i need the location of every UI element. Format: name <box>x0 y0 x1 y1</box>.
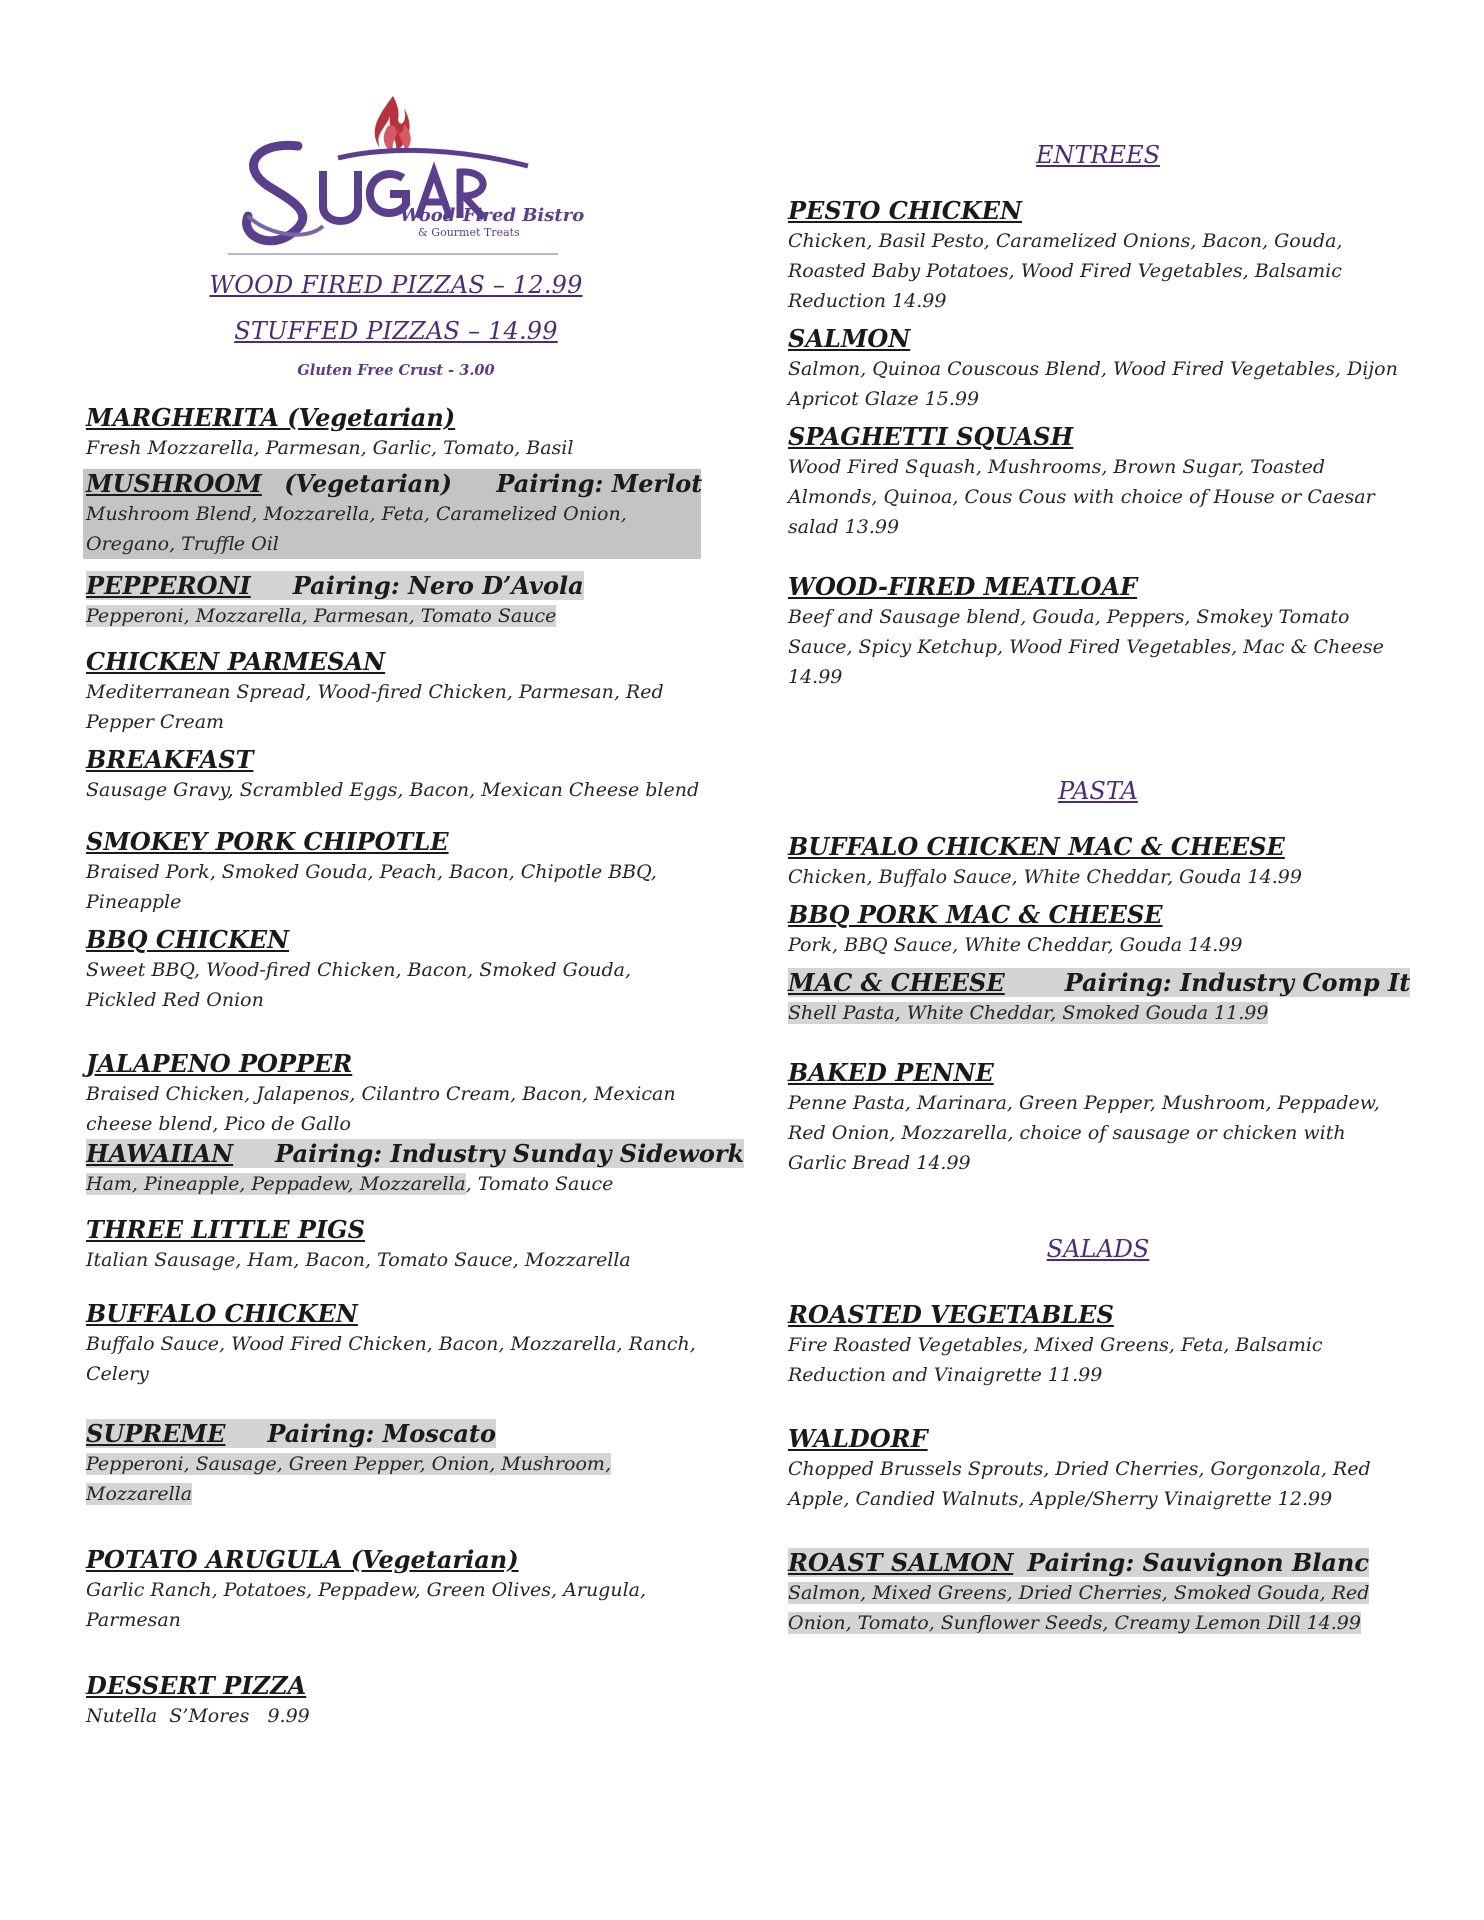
menu-item <box>86 1299 706 1389</box>
gluten-free-note: Gluten Free Crust - 3.00 <box>297 362 495 379</box>
item-name: POTATO ARUGULA (Vegetarian) <box>86 1545 519 1574</box>
item-name: ROAST SALMON <box>788 1548 1014 1577</box>
item-name: WALDORF <box>788 1424 928 1453</box>
item-description-rest: , Tomato Sauce <box>465 1173 614 1195</box>
item-description: Pork, BBQ Sauce, White Cheddar, Gouda 14.99 <box>788 934 1243 956</box>
item-name: SPAGHETTI SQUASH <box>788 422 1074 451</box>
item-description: Wood Fired Squash, Mushrooms, Brown Sugar, Toasted Almonds, Quinoa, Cous Cous with choice of House or Caesar salad 13.99 <box>788 456 1375 538</box>
menu-item <box>86 647 706 737</box>
item-name: BREAKFAST <box>86 745 254 774</box>
item-pairing: Pairing: Industry Comp It <box>1064 968 1411 997</box>
item-pairing: Pairing: Moscato <box>267 1419 497 1448</box>
item-description: Chicken, Buffalo Sauce, White Cheddar, Gouda 14.99 <box>788 866 1302 888</box>
item-name: BAKED PENNE <box>788 1058 994 1087</box>
item-description-cont: Mozzarella <box>86 1483 193 1505</box>
menu-item <box>788 1058 1408 1178</box>
menu-item <box>788 324 1408 414</box>
menu-item <box>86 1419 706 1509</box>
item-description: Fire Roasted Vegetables, Mixed Greens, Feta, Balsamic Reduction and Vinaigrette 11.99 <box>788 1334 1323 1386</box>
item-pairing: Pairing: Sauvignon Blanc <box>1027 1548 1369 1577</box>
sugar-logo <box>228 86 585 256</box>
menu-item <box>788 900 1408 960</box>
item-name: PESTO CHICKEN <box>788 196 1022 225</box>
entrees-pasta-salads-column <box>788 140 1411 1638</box>
item-name: PEPPERONI <box>86 571 251 600</box>
item-pairing: Pairing: Nero D’Avola <box>292 571 584 600</box>
menu-item <box>788 572 1408 692</box>
menu-item <box>86 925 706 1015</box>
menu-item <box>86 1139 745 1199</box>
item-name: THREE LITTLE PIGS <box>86 1215 366 1244</box>
item-description: Garlic Ranch, Potatoes, Peppadew, Green Olives, Arugula, Parmesan <box>86 1579 647 1631</box>
item-description: Mediterranean Spread, Wood-fired Chicken, Parmesan, Red Pepper Cream <box>86 681 664 733</box>
item-pairing: Pairing: Industry Sunday Sidework <box>275 1139 745 1168</box>
item-description: Penne Pasta, Marinara, Green Pepper, Mushroom, Peppadew, Red Onion, Mozzarella, choice of sausage or chicken with Garlic Bread 14.99 <box>788 1092 1380 1174</box>
item-description: Chopped Brussels Sprouts, Dried Cherries, Gorgonzola, Red Apple, Candied Walnuts, Apple/Sherry Vinaigrette 12.99 <box>788 1458 1371 1510</box>
item-pairing: Pairing: Merlot <box>496 469 703 498</box>
item-name: CHICKEN PARMESAN <box>86 647 386 676</box>
item-description: Braised Pork, Smoked Gouda, Peach, Bacon, Chipotle BBQ, Pineapple <box>86 861 657 913</box>
wood-fired-price-heading: WOOD FIRED PIZZAS – 12.99 <box>209 271 583 299</box>
pasta-heading: PASTA <box>1058 777 1138 805</box>
menu-item <box>86 1049 706 1139</box>
item-description: Salmon, Mixed Greens, Dried Cherries, Smoked Gouda, Red Onion, Tomato, Sunflower Seeds, Creamy Lemon Dill 14.99 <box>788 1582 1370 1634</box>
item-description: Shell Pasta, White Cheddar, Smoked Gouda 11.99 <box>788 1002 1269 1024</box>
menu-item <box>788 968 1411 1028</box>
item-name: ROASTED VEGETABLES <box>788 1300 1114 1329</box>
item-description: Braised Chicken, Jalapenos, Cilantro Cream, Bacon, Mexican cheese blend, Pico de Gallo <box>86 1083 676 1135</box>
stuffed-price-heading: STUFFED PIZZAS – 14.99 <box>234 317 558 345</box>
logo-subtitle: & Gourmet Treats <box>418 226 520 239</box>
pizza-column <box>86 270 745 1731</box>
item-name: HAWAIIAN <box>86 1139 234 1168</box>
menu-item <box>788 196 1408 316</box>
item-name: SALMON <box>788 324 911 353</box>
menu-item <box>86 827 706 917</box>
menu-item <box>788 422 1408 542</box>
item-name: DESSERT PIZZA <box>86 1671 307 1700</box>
salads-heading: SALADS <box>1046 1235 1150 1263</box>
item-name: BBQ PORK MAC & CHEESE <box>788 900 1163 929</box>
item-description: Salmon, Quinoa Couscous Blend, Wood Fired Vegetables, Dijon Apricot Glaze 15.99 <box>788 358 1398 410</box>
logo-graphic <box>228 86 585 256</box>
item-description: Mushroom Blend, Mozzarella, Feta, Caramelized Onion, Oregano, Truffle Oil <box>86 503 627 555</box>
item-name: MAC & CHEESE <box>788 968 1005 997</box>
item-description: Chicken, Basil Pesto, Caramelized Onions, Bacon, Gouda, Roasted Baby Potatoes, Wood Fired Vegetables, Balsamic Reduction 14.99 <box>788 230 1343 312</box>
menu-item <box>86 745 706 805</box>
menu-item <box>86 1671 706 1731</box>
item-description: Fresh Mozzarella, Parmesan, Garlic, Tomato, Basil <box>86 437 574 459</box>
menu-item <box>788 1300 1408 1390</box>
item-description-highlighted: Ham, Pineapple, Peppadew, Mozzarella <box>86 1173 466 1195</box>
entrees-heading: ENTREES <box>1035 141 1161 169</box>
item-name: MUSHROOM <box>86 469 262 498</box>
menu-item <box>788 832 1408 892</box>
item-description: Pepperoni, Mozzarella, Parmesan, Tomato Sauce <box>86 605 557 627</box>
menu-item <box>83 469 701 559</box>
item-name: SUPREME <box>86 1419 226 1448</box>
item-name: WOOD-FIRED MEATLOAF <box>788 572 1138 601</box>
item-description: Beef and Sausage blend, Gouda, Peppers, Smokey Tomato Sauce, Spicy Ketchup, Wood Fired Vegetables, Mac & Cheese 14.99 <box>788 606 1384 688</box>
menu-item <box>86 571 706 631</box>
menu-item <box>86 1545 706 1635</box>
menu-item <box>86 1215 706 1275</box>
item-name: MARGHERITA (Vegetarian) <box>86 403 456 432</box>
logo-brand-text: Wood-Fired Bistro <box>400 205 585 226</box>
item-name: BUFFALO CHICKEN <box>86 1299 358 1328</box>
item-description: Nutella S’Mores 9.99 <box>86 1705 310 1727</box>
item-description: Sweet BBQ, Wood-fired Chicken, Bacon, Smoked Gouda, Pickled Red Onion <box>86 959 632 1011</box>
item-name: SMOKEY PORK CHIPOTLE <box>86 827 449 856</box>
menu-item <box>86 403 706 463</box>
menu-item <box>788 1548 1408 1638</box>
item-description: Sausage Gravy, Scrambled Eggs, Bacon, Mexican Cheese blend <box>86 779 700 801</box>
item-name: BUFFALO CHICKEN MAC & CHEESE <box>788 832 1285 861</box>
item-name: JALAPENO POPPER <box>86 1049 353 1078</box>
item-description: Pepperoni, Sausage, Green Pepper, Onion, Mushroom, <box>86 1453 611 1475</box>
menu-item <box>788 1424 1408 1514</box>
item-vegetarian-tag: (Vegetarian) <box>284 469 453 498</box>
item-description: Italian Sausage, Ham, Bacon, Tomato Sauce, Mozzarella <box>86 1249 631 1271</box>
item-description: Buffalo Sauce, Wood Fired Chicken, Bacon, Mozzarella, Ranch, Celery <box>86 1333 696 1385</box>
item-name: BBQ CHICKEN <box>86 925 290 954</box>
